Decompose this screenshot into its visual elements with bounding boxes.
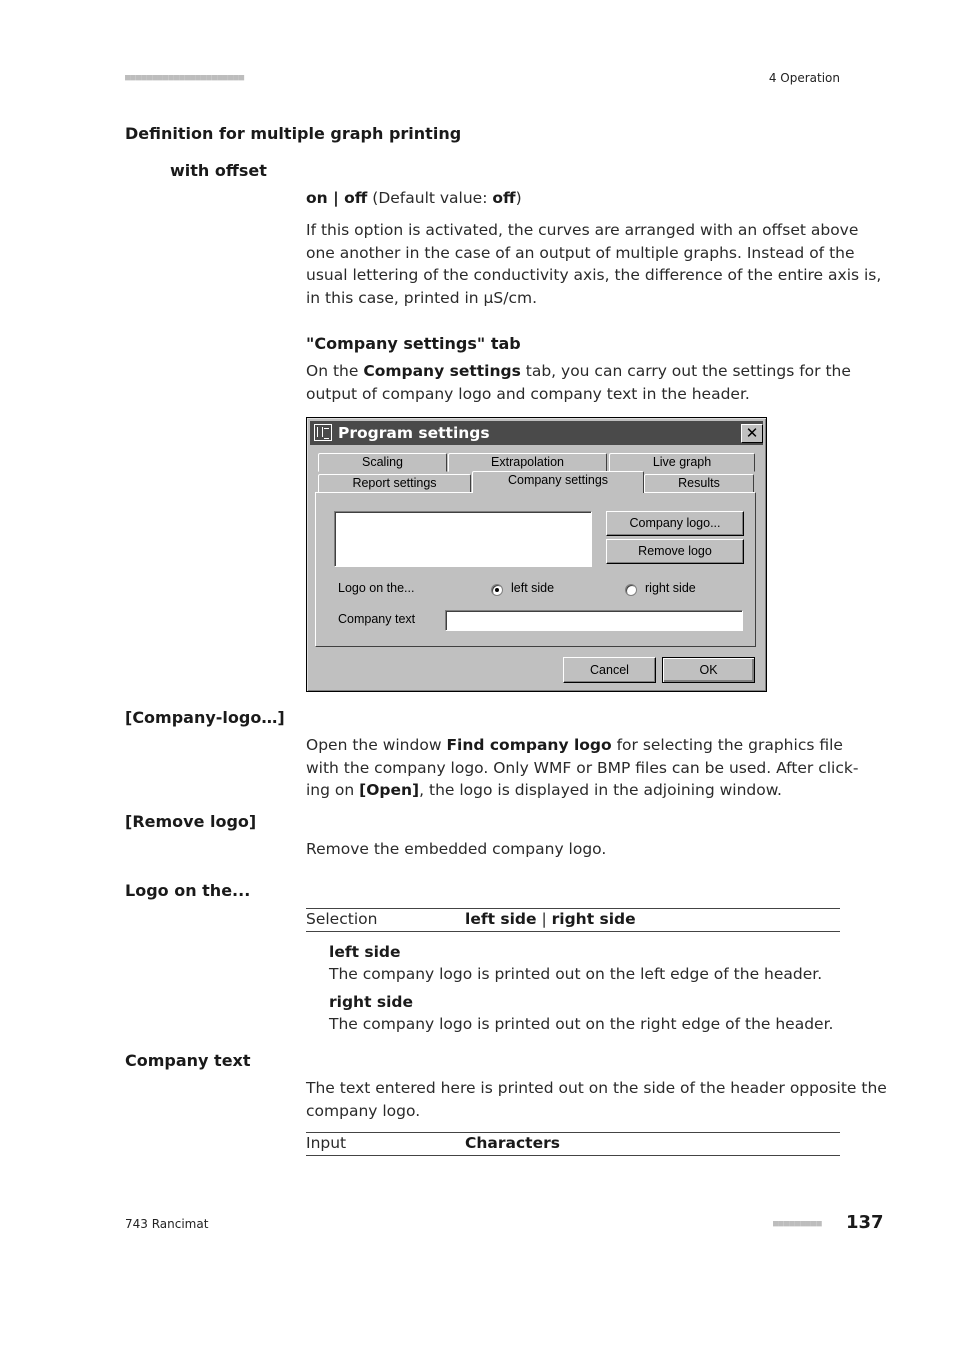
company-logo-description: [306, 734, 858, 802]
description-line: usual lettering of the conductivity axis, the difference of the entire axis is,: [306, 266, 882, 284]
logo-on-title: Logo on the...: [125, 881, 251, 900]
values-close: ): [515, 189, 522, 207]
company-text-label: Company text: [338, 612, 416, 626]
tab-extrapolation[interactable]: Extrapolation: [448, 453, 607, 472]
logo-on-label: Logo on the...: [338, 581, 415, 595]
right-side-radio[interactable]: [625, 584, 637, 596]
company-settings-panel: [315, 492, 756, 647]
dialog-title: Program settings: [338, 424, 490, 442]
input-rule-bottom: [306, 1155, 840, 1156]
input-label: Input: [306, 1134, 347, 1152]
app-icon: [314, 424, 332, 441]
left-side-title: left side: [329, 943, 401, 961]
input-value: Characters: [465, 1134, 560, 1152]
values-default-label: (Default value:: [367, 189, 493, 207]
tab-report-settings[interactable]: Report settings: [318, 474, 471, 493]
table-rule-bottom: [306, 931, 840, 932]
remove-logo-button[interactable]: Remove logo: [606, 539, 744, 564]
right-side-title: right side: [329, 993, 414, 1011]
company-text-description: [306, 1077, 887, 1122]
left-side-label[interactable]: left side: [511, 581, 555, 595]
selection-label: Selection: [306, 910, 378, 928]
section-title: Definition for multiple graph printing: [125, 124, 462, 143]
tab-results[interactable]: Results: [644, 474, 754, 493]
selection-values: left side | right side: [465, 910, 636, 928]
tab-intro: [306, 360, 851, 405]
company-text-input[interactable]: [445, 610, 743, 631]
values-bold: on | off: [306, 189, 368, 207]
text-line: Open the window Find company logo for selecting the graphics file: [306, 736, 843, 754]
text-line: ing on [Open], the logo is displayed in the adjoining window.: [306, 781, 782, 799]
product-name: 743 Rancimat: [125, 1217, 209, 1231]
tab-company-settings[interactable]: Company settings: [472, 471, 644, 493]
left-side-radio[interactable]: [491, 584, 503, 596]
company-text-title: Company text: [125, 1051, 251, 1070]
logo-preview: [334, 511, 592, 567]
intro-line: On the Company settings tab, you can carry out the settings for the: [306, 362, 851, 380]
tab-live-graph[interactable]: Live graph: [609, 453, 755, 472]
footer-decoration: ■■■■■■■■■: [773, 1219, 822, 1229]
remove-logo-description: Remove the embedded company logo.: [306, 840, 607, 858]
intro-line: output of company logo and company text in the header.: [306, 384, 750, 403]
text-line: The text entered here is printed out on the side of the header opposite the: [306, 1079, 887, 1097]
description-line: in this case, printed in µS/cm.: [306, 288, 538, 307]
text-line: with the company logo. Only WMF or BMP files can be used. After click-: [306, 758, 859, 777]
close-button[interactable]: ✕: [741, 424, 763, 443]
text-line: company logo.: [306, 1101, 421, 1120]
description-line: If this option is activated, the curves are arranged with an offset above: [306, 221, 859, 239]
cancel-button[interactable]: Cancel: [563, 657, 656, 683]
option-title: with offset: [170, 161, 267, 180]
page-number: 137: [846, 1212, 884, 1233]
company-logo-title: [Company-logo…]: [125, 708, 285, 727]
chapter-label: 4 Operation: [768, 71, 840, 85]
right-side-text: The company logo is printed out on the right edge of the header.: [329, 1015, 834, 1033]
left-side-text: The company logo is printed out on the left edge of the header.: [329, 965, 823, 983]
right-side-label[interactable]: right side: [645, 581, 696, 595]
input-rule-top: [306, 1132, 840, 1133]
company-logo-button[interactable]: Company logo...: [606, 511, 744, 536]
tab-heading: "Company settings" tab: [306, 334, 521, 353]
remove-logo-title: [Remove logo]: [125, 812, 257, 831]
tab-scaling[interactable]: Scaling: [318, 453, 447, 472]
option-values: [306, 187, 522, 210]
values-default: off: [492, 189, 516, 207]
program-settings-dialog: [306, 417, 767, 692]
dialog-titlebar: [310, 421, 763, 445]
option-description: [306, 219, 881, 309]
description-line: one another in the case of an output of multiple graphs. Instead of the: [306, 243, 855, 262]
header-decoration: ■■■■■■■■■■■■■■■■■■■■■■: [125, 73, 245, 83]
ok-button[interactable]: OK: [662, 657, 755, 683]
